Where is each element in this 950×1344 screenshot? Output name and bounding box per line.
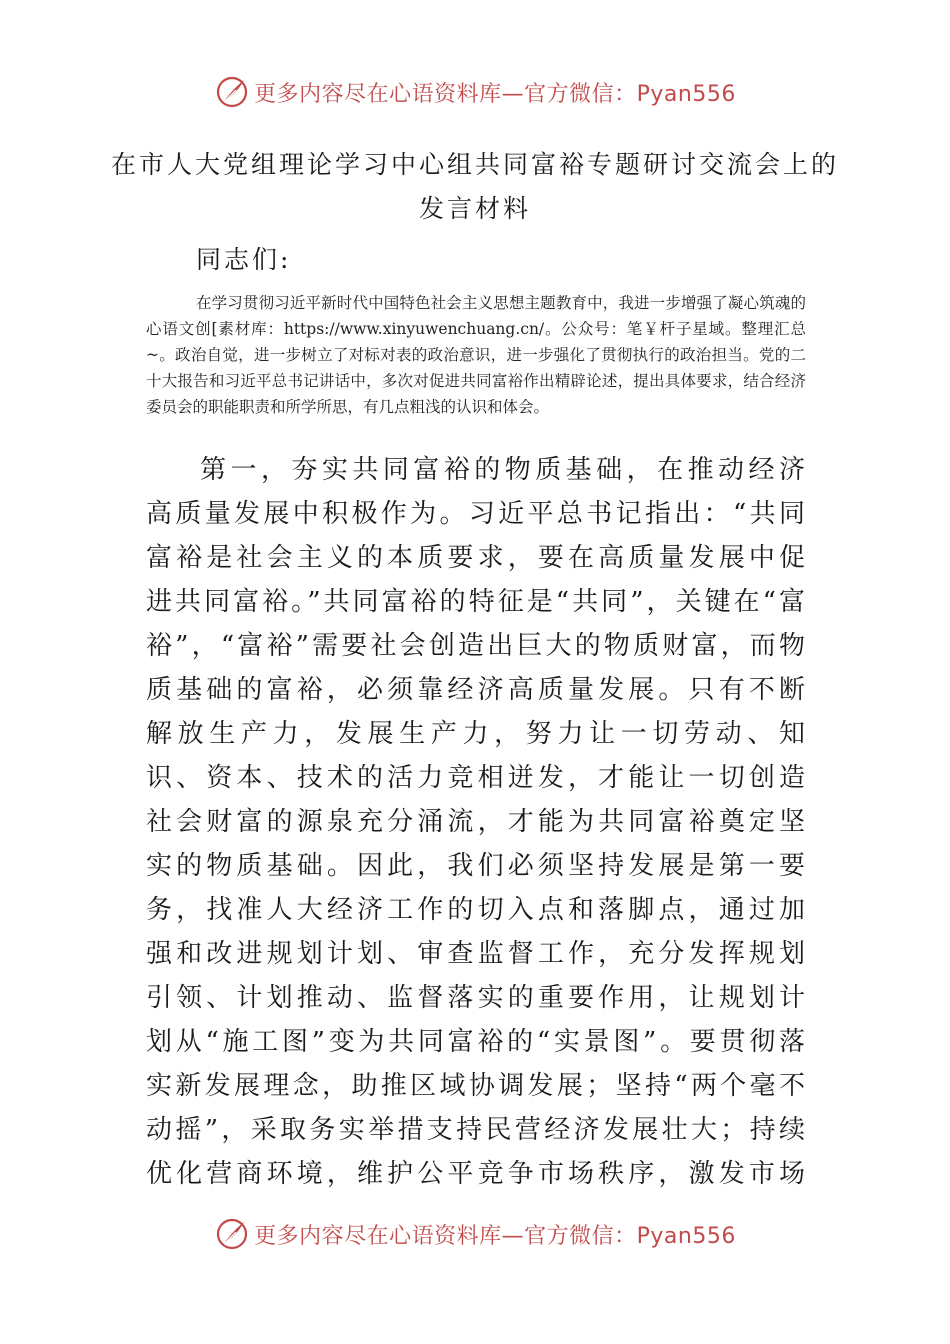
header-watermark-banner xyxy=(0,70,950,114)
quill-pen-icon xyxy=(214,74,250,110)
document-title: 在市人大党组理论学习中心组共同富裕专题研讨交流会上的发言材料 xyxy=(110,150,839,223)
footer-watermark-banner xyxy=(0,1212,950,1256)
body-paragraph-1: 第一，夯实共同富裕的物质基础，在推动经济高质量发展中积极作为。习近平总书记指出：“共同富裕是社会主义的本质要求，要在高质量发展中促进共同富裕。”共同富裕的特征是“共同”，关键在“富裕”，“富裕”需要社会创造出巨大的物质财富，而物质基础的富裕，必须靠经济高质量发展。只有不断解放生产力，发展生产力，努力让一切劳动、知识、资本、技术的活力竞相迸发，才能让一切创造社会财富的源泉充分涌流，才能为共同富裕奠定坚实的物质基础。因此，我们必须坚持发展是第一要务，找准人大经济工作的切入点和落脚点，通过加强和改进规划计划、审查监督工作，充分发挥规划引领、计划推动、监督落实的重要作用，让规划计划从“施工图”变为共同富裕的“实景图”。要贯彻落实新发展理念，助推区域协调发展；坚持“两个毫不动摇”，采取务实举措支持民营经济发展壮大；持续优化营商环境，维护公平竞争市场秩序，激发市场 xyxy=(146,455,808,1188)
quill-pen-icon xyxy=(214,1216,250,1252)
intro-paragraph: 在学习贯彻习近平新时代中国特色社会主义思想主题教育中，我进一步增强了凝心筑魂的心语文创[素材库：https://www.xinyuwenchuang.cn/。公众号：笔￥杆子星域。整理汇总~。政治自觉，进一步树立了对标对表的政治意识，进一步强化了贯彻执行的政治担当。党的二十大报告和习近平总书记讲话中，多次对促进共同富裕作出精辟论述，提出具体要求，结合经济委员会的职能职责和所学所思，有几点粗浅的认识和体会。 xyxy=(146,294,806,416)
salutation: 同志们: xyxy=(196,245,292,274)
watermark-text: 更多内容尽在心语资料库—官方微信：Pyan556 xyxy=(254,1223,736,1249)
watermark-text: 更多内容尽在心语资料库—官方微信：Pyan556 xyxy=(254,81,736,107)
